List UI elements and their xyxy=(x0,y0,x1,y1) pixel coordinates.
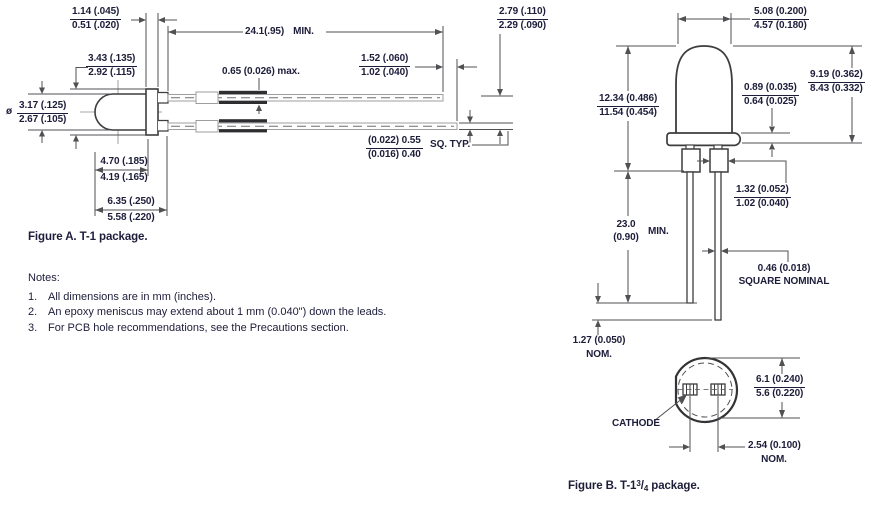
dim-lead-min-inches: (0.90) xyxy=(613,232,639,243)
dim-base-flat: $\frac{6.1 (0.240)}{5.6 (0.220)}$ xyxy=(756,374,804,399)
dim-lead-diff-value: 1.27 (0.050) xyxy=(572,335,626,346)
note-item: 1. All dimensions are in mm (inches). xyxy=(28,290,217,303)
dim-body-full-top: 6.35 (.250) xyxy=(107,196,155,207)
dim-flange-thickness: $\frac{1.14 (.045)}{0.51 (.020)}$ xyxy=(72,6,120,31)
dim-total-height: $\frac{12.34 (0.486)}{11.54 (0.454)}$ xyxy=(599,93,658,118)
figure-b-caption: Figure B. $T-1^3/4$ package. xyxy=(568,478,700,493)
dim-lead-sq-value: 0.46 (0.018) xyxy=(757,263,811,274)
dim-dome-dia: $\frac{5.08 (0.200)}{4.57 (0.180)}$ xyxy=(754,6,807,31)
dim-lead-spacing: $\frac{2.79 (.110)}{2.29 (.090)}$ xyxy=(498,6,546,31)
cathode-label: CATHODE xyxy=(612,418,661,429)
note-item: 3. For PCB hole recommendations, see the Precautions section. xyxy=(28,321,349,334)
dim-body-height: $\frac{9.19 (0.362)}{8.43 (0.332)}$ xyxy=(810,69,863,94)
dim-pitch-nom: NOM. xyxy=(761,454,787,465)
diameter-symbol: ø xyxy=(6,106,13,117)
dim-body-full-bottom: 5.58 (.220) xyxy=(107,212,155,223)
dim-meniscus-max: 0.65 (0.026) max. xyxy=(222,66,300,77)
notes-heading: Notes: xyxy=(28,272,60,284)
dim-square-typ-label: SQ. TYP. xyxy=(430,139,471,150)
dim-lead-diff-nom: NOM. xyxy=(586,349,612,360)
dim-lead-length: 24.1(.95) MIN. xyxy=(245,26,314,37)
dim-lead-square: $\frac{(0.022) 0.55}{(0.016) 0.40}$ xyxy=(368,135,421,160)
dim-standoff-width: $\frac{1.32 (0.052)}{1.02 (0.040)}$ xyxy=(736,184,789,209)
note-item: 2. An epoxy meniscus may extend about 1 mm (0.040") down the leads. xyxy=(28,306,387,318)
dim-pitch-value: 2.54 (0.100) xyxy=(748,440,801,451)
dim-lead-min-suffix: MIN. xyxy=(648,226,669,237)
figure-a-drawing xyxy=(28,13,513,216)
dim-lead-sq-label: SQUARE NOMINAL xyxy=(738,276,830,287)
dim-flange-dia: $\frac{3.43 (.135)}{2.92 (.115)}$ xyxy=(88,53,136,78)
dim-lens-dia: $\frac{3.17 (.125)}{2.67 (.105)}$ xyxy=(19,100,67,125)
notes-section xyxy=(28,271,386,336)
dim-body-front-bottom: 4.19 (.165) xyxy=(100,172,148,183)
dim-lead-tip-diff: $\frac{1.52 (.060)}{1.02 (.040)}$ xyxy=(361,53,409,78)
figure-a-caption: Figure A. T-1 package. xyxy=(28,231,148,243)
dim-lead-min-value: 23.0 xyxy=(616,219,636,230)
dim-body-front-top: 4.70 (.185) xyxy=(100,156,148,167)
dim-flange-thickness-b: $\frac{0.89 (0.035)}{0.64 (0.025)}$ xyxy=(744,82,797,107)
